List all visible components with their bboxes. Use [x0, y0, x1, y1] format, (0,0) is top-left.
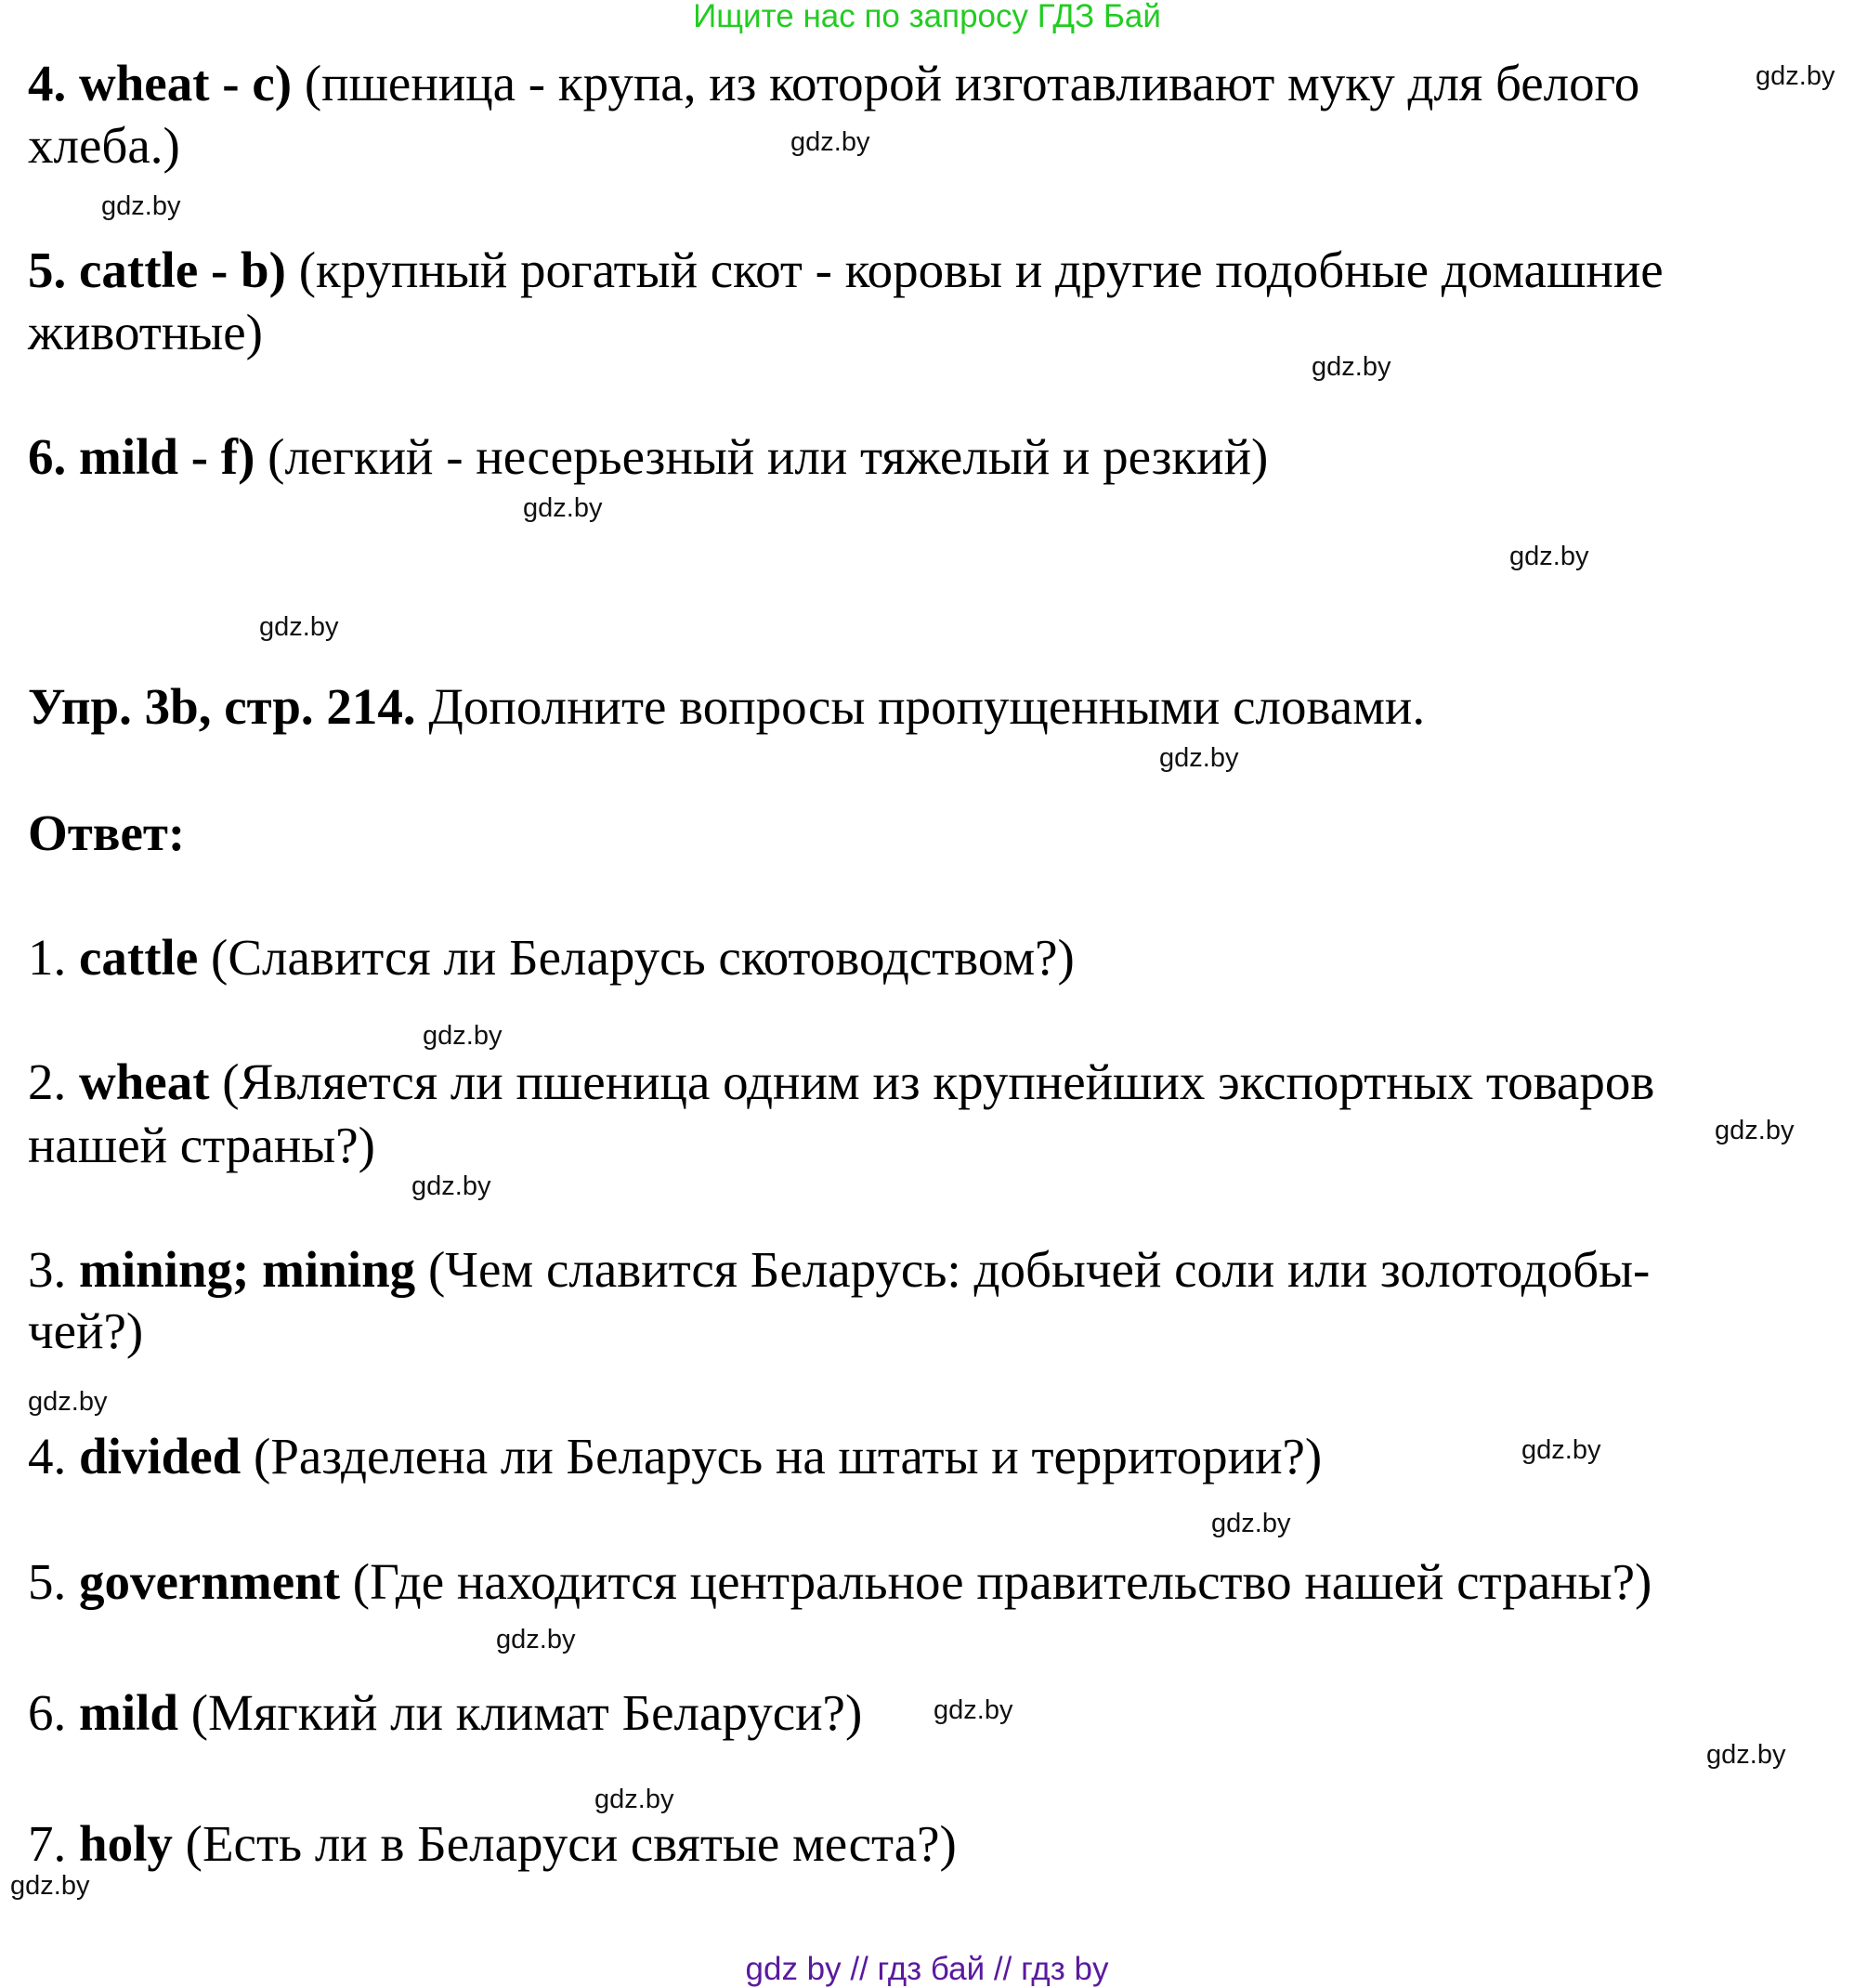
answer-heading — [28, 802, 185, 865]
footer-links: gdz by // гдз бай // гдз by — [745, 1951, 1109, 1987]
watermark: gdz.by — [28, 1387, 108, 1417]
watermark: gdz.by — [1211, 1509, 1291, 1538]
watermark: gdz.by — [790, 127, 870, 157]
watermark: gdz.by — [259, 612, 339, 642]
match-item-5-cont: животные) — [28, 304, 263, 360]
match-text: (крупный рогатый скот - коровы и другие подобные домашние — [285, 242, 1664, 298]
answer-num: 5. — [28, 1553, 79, 1610]
answer-num: 6. — [28, 1684, 79, 1741]
watermark: gdz.by — [1706, 1740, 1786, 1770]
answer-item-7 — [28, 1812, 957, 1876]
answer-text: (Мягкий ли климат Беларуси?) — [177, 1684, 863, 1741]
watermark: gdz.by — [594, 1785, 674, 1814]
answer-text: (Разделена ли Беларусь на штаты и территории?) — [241, 1428, 1323, 1484]
answer-num: 3. — [28, 1241, 79, 1298]
answer-word: government — [79, 1553, 341, 1610]
answer-item-2 — [28, 1051, 1654, 1114]
watermark: gdz.by — [1756, 61, 1835, 91]
answer-num: 1. — [28, 929, 79, 986]
answer-item-2-cont: нашей страны?) — [28, 1117, 375, 1173]
answer-text: (Есть ли в Беларуси святые места?) — [172, 1815, 957, 1872]
match-label: 4. wheat - c) — [28, 55, 293, 111]
answer-word: wheat — [79, 1053, 210, 1110]
answer-num: 4. — [28, 1428, 79, 1484]
match-item-5 — [28, 239, 1664, 302]
watermark: gdz.by — [934, 1695, 1013, 1725]
answer-heading-text: Ответ: — [28, 804, 186, 861]
answer-item-3-cont: чей?) — [28, 1302, 144, 1359]
answer-num: 2. — [28, 1053, 79, 1110]
watermark: gdz.by — [411, 1171, 491, 1201]
watermark: gdz.by — [1521, 1435, 1601, 1465]
match-item-4-cont: хлеба.) — [28, 117, 180, 174]
watermark: gdz.by — [423, 1021, 503, 1051]
answer-word: cattle — [79, 929, 199, 986]
answer-word: mining; mining — [79, 1241, 416, 1298]
match-label: 6. mild - f) — [28, 428, 255, 485]
match-label: 5. cattle - b) — [28, 242, 286, 298]
match-text: (легкий - несерьезный или тяжелый и резкий) — [255, 428, 1269, 485]
watermark: gdz.by — [1509, 542, 1589, 571]
answer-text: (Чем славится Беларусь: добычей соли или золотодобы- — [415, 1241, 1651, 1298]
exercise-label: Упр. 3b, стр. 214. — [28, 678, 416, 735]
answer-text: (Где находится центральное правительство нашей страны?) — [340, 1553, 1652, 1610]
watermark: gdz.by — [496, 1625, 576, 1654]
match-item-6 — [28, 425, 1268, 489]
answer-word: holy — [79, 1815, 173, 1872]
watermark: gdz.by — [1312, 352, 1391, 382]
answer-text: (Славится ли Беларусь скотоводством?) — [198, 929, 1075, 986]
watermark: gdz.by — [10, 1871, 90, 1901]
exercise-text: Дополните вопросы пропущенными словами. — [415, 678, 1426, 735]
answer-word: mild — [79, 1684, 178, 1741]
match-item-4 — [28, 52, 1639, 115]
answer-item-6 — [28, 1681, 862, 1745]
answer-text: (Является ли пшеница одним из крупнейших экспортных товаров — [209, 1053, 1655, 1110]
header-banner: Ищите нас по запросу ГДЗ Бай — [693, 0, 1161, 34]
watermark: gdz.by — [1159, 743, 1239, 773]
answer-item-5 — [28, 1550, 1652, 1614]
watermark: gdz.by — [1715, 1116, 1795, 1145]
watermark: gdz.by — [101, 191, 181, 221]
exercise-title — [28, 675, 1425, 739]
answer-item-1 — [28, 926, 1075, 989]
answer-num: 7. — [28, 1815, 79, 1872]
match-text: (пшеница - крупа, из которой изготавливают муку для белого — [292, 55, 1640, 111]
answer-word: divided — [79, 1428, 242, 1484]
watermark: gdz.by — [523, 493, 603, 523]
answer-item-4 — [28, 1425, 1322, 1488]
answer-item-3 — [28, 1238, 1650, 1301]
